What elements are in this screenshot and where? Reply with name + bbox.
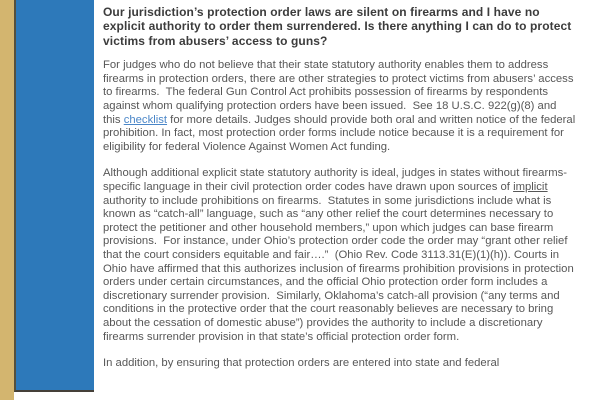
paragraph-implicit-authority-text: Although additional explicit state statutory authority is ideal, judges in states without firearms-specific language in their civil protection order codes have drawn upon sources of bbox=[103, 167, 568, 193]
document-content bbox=[103, 0, 579, 371]
paragraph-federal-law-text-cont: for more details. Judges should provide both oral and written notice of the federal prohibition. In fact, most protection order forms include notice because it is a requirement for eligibility for federal Violence Against Women Act funding. bbox=[103, 113, 579, 153]
paragraph-implicit-authority bbox=[103, 167, 576, 344]
paragraph-federal-law-text: For judges who do not believe that their state statutory authority enables them to address firearms in protection orders, there are other strategies to protect victims from abusers’ access to firearms. The federal Gun Control Act prohibits possession of firearms by respondents against whom qualifying protection orders have been issued. See 18 U.S.C. 922(g)(8) and this bbox=[103, 59, 577, 126]
paragraph-federal-law bbox=[103, 59, 579, 154]
checklist-link[interactable]: checklist bbox=[123, 113, 168, 126]
question-heading: Our jurisdiction’s protection order laws are silent on firearms and I have no explicit authority to order them surrendered. Is there anything I can do to protect victims from abusers’ access to guns? bbox=[103, 5, 572, 48]
paragraph-registries-cutoff: In addition, by ensuring that protection orders are entered into state and federal bbox=[103, 357, 500, 370]
left-accent-bar bbox=[14, 0, 94, 392]
page-edge-strip bbox=[0, 0, 14, 400]
implicit-underlined-word: implicit bbox=[513, 180, 548, 193]
paragraph-implicit-authority-text-cont: authority to include prohibitions on firearms. Statutes in some jurisdictions include what is known as “catch-all” language, such as “any other relief the court determines necessary to protect the petitioner and other household members,” upon which judges can base firearm provisions. For instance, under Ohio’s protection order code the order may “grant other relief that the court considers equitable and fair….” (Ohio Rev. Code 3113.31(E)(1)(h)). Courts in Ohio have affirmed that this authorizes inclusion of firearms prohibition provisions in protection orders under certain circumstances, and the official Ohio protection order form includes a discretionary surrender provision. Similarly, Oklahoma’s catch-all provision (“any terms and conditions in the protective order that the court reasonably believes are necessary to bring about the cessation of domestic abuse”) provides the authority to include a discretionary firearms surrender provision in that state’s official protection order form. bbox=[103, 180, 577, 343]
